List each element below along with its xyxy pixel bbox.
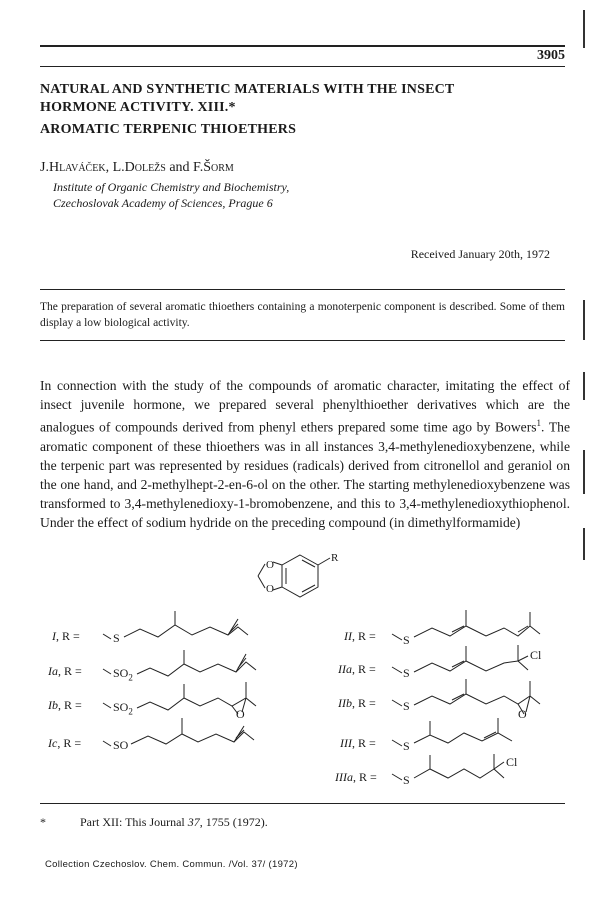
margin-mark [583, 300, 585, 340]
author-initial: and F. [165, 160, 204, 175]
chain-II [392, 610, 540, 640]
reference-1: 1 [536, 418, 542, 428]
margin-mark [583, 10, 585, 48]
compound-label: II, R = [344, 629, 376, 643]
author-name: Doležs [124, 160, 166, 175]
epoxide-oxygen: O [236, 707, 245, 721]
r-substituent: R [331, 552, 339, 564]
chain-I [103, 611, 248, 639]
compound-label: IIIa, R = [335, 770, 377, 784]
compound-label: Ib, R = [48, 698, 82, 712]
affiliation-line2: Czechoslovak Academy of Sciences, Prague 6 [53, 196, 273, 210]
chlorine-atom: Cl [506, 755, 518, 769]
author-initial: J. [40, 160, 49, 175]
author-initial: , L. [105, 160, 125, 175]
article-subtitle: AROMATIC TERPENIC THIOETHERS [40, 122, 297, 137]
chlorine-atom: Cl [530, 648, 542, 662]
compound-label: Ic, R = [48, 736, 82, 750]
footnote: * Part XII: This Journal 37, 1755 (1972). [40, 815, 268, 829]
page-number: 3905 [537, 48, 565, 63]
epoxide-oxygen: O [518, 707, 527, 721]
chain-IIa [392, 645, 528, 673]
received-date: Received January 20th, 1972 [410, 247, 550, 261]
footnote-rule [40, 803, 565, 804]
journal-footer: Collection Czechoslov. Chem. Commun. /Vol. 37/ (1972) [45, 859, 298, 870]
article-title-line1: NATURAL AND SYNTHETIC MATERIALS WITH THE INSECT [40, 82, 455, 97]
abstract-rule-bottom [40, 340, 565, 341]
benzene-ring [282, 555, 318, 597]
compound-label: Ia, R = [48, 664, 82, 678]
compound-group: S [403, 666, 410, 680]
compound-group: $SO_2$ [113, 700, 133, 717]
affiliation-line1: Institute of Organic Chemistry and Biochemistry, [53, 180, 290, 194]
compound-label: IIa, R = [338, 662, 376, 676]
margin-mark [583, 372, 585, 400]
authors [40, 160, 234, 176]
header-rule [40, 45, 565, 47]
header-rule-lower [40, 66, 565, 67]
compound-label: IIb, R = [338, 696, 376, 710]
compound-group: S [403, 739, 410, 753]
chain-III [392, 718, 512, 746]
author-name: Šorm [203, 160, 234, 175]
abstract: The preparation of several aromatic thioethers containing a monoterpenic component is described. Some of them display a low biological activity. [40, 301, 565, 329]
compound-group: S [403, 633, 410, 647]
body-text [40, 376, 570, 532]
oxygen-atom: O [266, 559, 274, 571]
compound-label: III, R = [340, 736, 376, 750]
compound-group: S [113, 631, 120, 645]
margin-mark [583, 450, 585, 494]
abstract-rule-top [40, 289, 565, 290]
compound-group: $SO_2$ [113, 666, 133, 683]
compound-group: S [403, 699, 410, 713]
body-paragraph: In connection with the study of the compounds of aromatic character, imitating the effect of insect juvenile hormone, we prepared several phenylthioether derivatives which are the analogues of compounds derived from phenyl ethers prepared some time ago by Bowers$^1$. The aromatic component of these thioethers was in all instances 3,4-methylenedioxybenzene, while the terpenic part was represented by residues (radicals) derived from citronellol and geraniol on the one hand, and 2-methylhept-2-en-6-ol on the other. The starting methylenedioxybenzene was transformed to 3,4-methylenedioxy-1-bromobenzene, and this to 3,4-methylenedioxythiophenol. Under the effect of sodium hydride on the preceding compound (in dimethylformamide) [40, 378, 570, 530]
author-name: Hlaváček [48, 160, 106, 175]
article-title-line2: HORMONE ACTIVITY. XIII.* [40, 100, 236, 115]
compound-label: I, R = [52, 629, 80, 643]
compound-group: S [403, 773, 410, 787]
compound-group: SO [113, 738, 129, 752]
oxygen-atom: O [266, 583, 274, 595]
